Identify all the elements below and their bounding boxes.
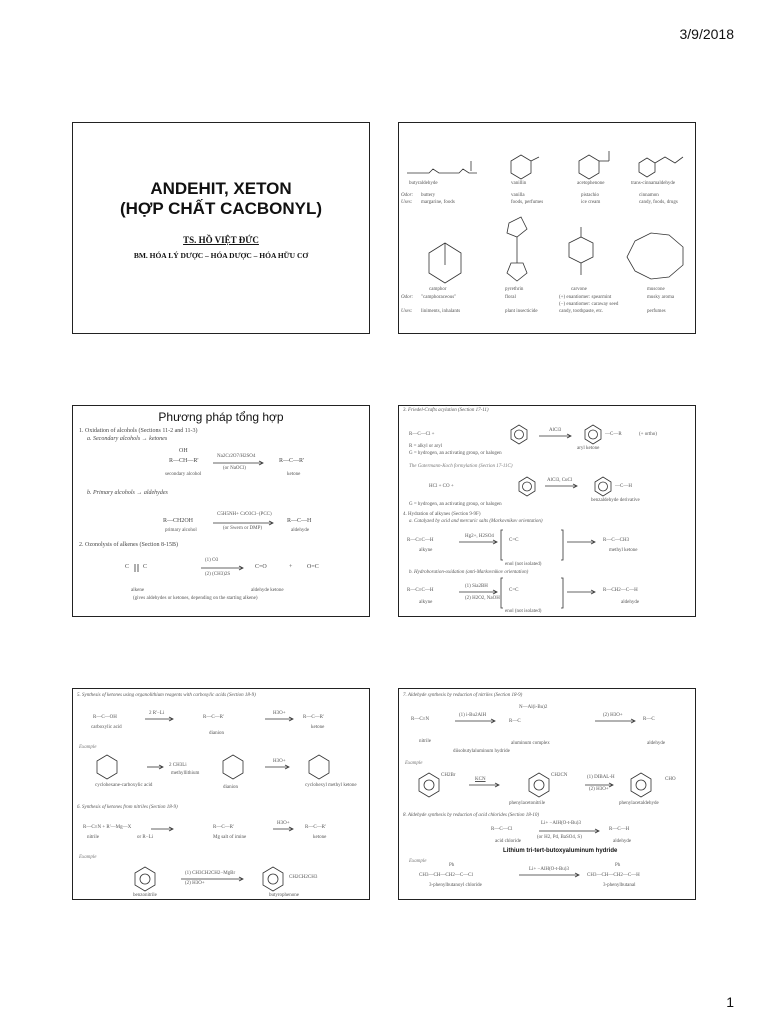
item1b: b. Primary alcohols → aldehydes <box>87 490 168 496</box>
item8: 8. Aldehyde synthesis by reduction of acid chlorides (Section 18-10) <box>403 813 540 818</box>
dianion-structure: R—C—R' <box>203 715 224 720</box>
compound-cinnamaldehyde: trans-cinnamaldehyde <box>631 181 676 186</box>
reagent8: Li+ −AlH(O-t-Bu)3 <box>541 821 581 826</box>
butyraldehyde-structure <box>407 161 477 173</box>
slide-synthesis-2[interactable] <box>398 405 696 617</box>
odor-cinnamaldehyde: cinnamon <box>639 193 659 198</box>
author: TS. HỒ VIỆT ĐỨC <box>183 235 259 245</box>
label-nitrile: nitrile <box>419 739 431 744</box>
reagent5b-name: methyllithium <box>171 771 200 776</box>
ortho-note: (+ ortho) <box>639 432 657 437</box>
odor-label: Odor: <box>401 193 414 198</box>
odor-muscone: musky aroma <box>647 295 675 300</box>
reagent3b: AlCl3, CuCl <box>547 478 573 483</box>
item5: 5. Synthesis of ketones using organolithium reagents with carboxylic acids (Section 18-9) <box>77 693 256 698</box>
uses-pyrethrin: plant insecticide <box>505 309 538 314</box>
label-alkyne: alkyne <box>419 548 433 553</box>
odor-butyraldehyde: buttery <box>421 193 436 198</box>
pyrethrin-structure <box>507 217 527 281</box>
h3o-1: H3O+ <box>273 711 286 716</box>
muscone-structure <box>627 233 683 279</box>
sec-alcohol-structure: R—CH—R' <box>169 458 199 464</box>
mgsalt-structure: R—C—R' <box>213 825 234 830</box>
cho: CHO <box>665 777 676 782</box>
label-methylketone: methyl ketone <box>609 548 638 553</box>
label-ketone: ketone <box>311 725 325 730</box>
nitrile-structure: R—C≡N <box>411 717 430 722</box>
reagent7b: (2) H3O+ <box>603 713 623 718</box>
vanillin-structure <box>511 155 539 179</box>
product-structure: CH3—CH—CH2—C—H <box>587 873 640 878</box>
nitrile-structure: R—C≡N + R'—Mg—X <box>83 825 132 830</box>
note2: (gives aldehydes or ketones, depending on the starting alkene) <box>133 596 258 601</box>
acetophenone-structure <box>579 151 609 179</box>
note3a: R = alkyl or aryl <box>409 444 443 449</box>
synthesis3-svg <box>73 689 370 900</box>
slide-natural-carbonyls[interactable] <box>398 122 696 334</box>
title-line1: ANDEHIT, XETON <box>150 179 292 198</box>
plus-sign: + <box>289 564 293 570</box>
al-complex-structure: N—Al(i-Bu)2 <box>519 705 548 710</box>
reagent5: 2 R'−Li <box>149 711 165 716</box>
alkyne-structure-2: R—C≡C—H <box>407 588 434 593</box>
ph-1: Ph <box>449 863 455 868</box>
item4: 4. Hydration of alkynes (Section 9-9F) <box>403 512 481 517</box>
acidchloride-structure: R—C—Cl <box>491 827 513 832</box>
reagent6b: (2) H3O+ <box>185 881 205 886</box>
enol-structure: C=C <box>509 538 519 543</box>
odor-pyrethrin: floral <box>505 295 516 300</box>
reagent3: AlCl3 <box>549 428 562 433</box>
label-arylketone: aryl ketone <box>577 446 600 451</box>
uses-camphor: liniments, inhalants <box>421 309 461 314</box>
label-benzonitrile: benzonitrile <box>133 893 157 898</box>
aldehyde2-structure: R—C—H <box>609 827 630 832</box>
label-aluminum: aluminum complex <box>511 741 550 746</box>
reagent1b-alt: (or Swern or DMP) <box>223 526 263 531</box>
reagent2-2: (2) (CH3)2S <box>205 572 231 577</box>
camphor-structure <box>429 243 461 283</box>
label-phenylacetaldehyde: phenylacetaldehyde <box>619 801 659 806</box>
label-dibal: diisobutylaluminum hydride <box>453 749 510 754</box>
odor-acetophenone: pistachio <box>581 193 600 198</box>
reagent4a: Hg2+, H2SO4 <box>465 534 494 539</box>
slide-title[interactable] <box>72 122 370 334</box>
uses-acetophenone: ice cream <box>581 200 601 205</box>
compound-muscone: muscone <box>647 287 665 292</box>
label-enol: enol (not isolated) <box>505 562 542 567</box>
gattermann: The Gatermann-Koch formylation (Section 17-11C) <box>409 464 513 469</box>
label-phenylbutanal: 3-phenylbutanal <box>603 883 636 888</box>
reagent1a: Na2Cr2O7/H2SO4 <box>217 454 256 459</box>
ch2cn: CH2CN <box>551 773 568 778</box>
reagent6: (1) CH3CH2CH2−MgBr <box>185 871 236 876</box>
alkyne-structure: R—C≡C—H <box>407 538 434 543</box>
label-dianion: dianion <box>209 731 224 736</box>
al-complex-structure-2: R—C <box>509 719 521 724</box>
title-line2: (HỢP CHẤT CACBONYL) <box>119 199 323 218</box>
uses-cinnamaldehyde: candy, foods, drugs <box>639 200 678 205</box>
label-butyrophenone: butyrophenone <box>269 893 299 898</box>
odor-carvone-extra: (−) enantiomer: caraway seed <box>559 302 619 307</box>
example-2: Example <box>79 855 97 860</box>
odor-vanillin: vanilla <box>511 193 525 198</box>
label-ketone2: ketone <box>313 835 327 840</box>
compound-carvone: carvone <box>571 287 587 292</box>
enol-structure-2: C=C <box>509 588 519 593</box>
label-cyclohexyl: cyclohexyl methyl ketone <box>305 783 357 788</box>
label-alkyne-2: alkyne <box>419 600 433 605</box>
label-ketone: ketone <box>287 472 301 477</box>
example-1: Example <box>405 761 423 766</box>
reagent5b: 2 CH3Li <box>169 763 187 768</box>
aldehyde-structure: R—CH2—C—H <box>603 588 638 593</box>
compound-camphor: camphor <box>429 287 447 292</box>
hcl-co: HCl + CO + <box>429 484 454 489</box>
label-aldehyde2: aldehyde <box>613 839 632 844</box>
acyl-chloride-structure: R—C—Cl + <box>409 432 435 437</box>
reagent4b-1: (1) Sia2BH <box>465 584 488 589</box>
label-aldehyde-ketone: aldehyde ketone <box>251 588 284 593</box>
highlight: Lithium tri-tert-butoxyaluminum hydride <box>503 848 618 854</box>
slide-synthesis-4[interactable] <box>398 688 696 900</box>
label-acid: carboxylic acid <box>91 725 122 730</box>
odor-label-2: Odor: <box>401 295 414 300</box>
ketone-structure: R—C—R' <box>303 715 324 720</box>
label-phenylacetonitrile: phenylacetonitrile <box>509 801 546 806</box>
note3b: G = hydrogen, an activating group, or halogen <box>409 451 502 456</box>
reagent7c: KCN <box>475 777 486 782</box>
reagent8-2: Li+ −AlH(O-t-Bu)3 <box>529 867 569 872</box>
prim-alcohol-structure: R—CH2OH <box>163 518 194 524</box>
aldehyde-structure: R—C—H <box>287 518 312 524</box>
slide3-title: Phương pháp tổng hợp <box>158 410 284 424</box>
uses-muscone: perfumes <box>647 309 666 314</box>
uses-label: Uses: <box>401 200 413 205</box>
structures-svg <box>399 123 696 334</box>
ketone2-structure: R—C—R' <box>305 825 326 830</box>
label-or: or R−Li <box>137 835 154 840</box>
label-alkene: alkene <box>131 588 145 593</box>
acid-structure: R—C—OH <box>93 715 117 720</box>
label-aldehyde: aldehyde <box>647 741 666 746</box>
reagent1b: C5H5NH+ CrO3Cl−(PCC) <box>217 512 272 517</box>
aldehyde-structure: R—C <box>643 717 655 722</box>
label-enol2: enol (not isolated) <box>505 609 542 614</box>
item6: 6. Synthesis of ketones from nitriles (Section 18-9) <box>77 805 178 810</box>
example-2: Example <box>409 859 427 864</box>
uses-carvone: candy, toothpaste, etc. <box>559 309 604 314</box>
uses-label-2: Uses: <box>401 309 413 314</box>
ph-2: Ph <box>615 863 621 868</box>
slide-synthesis-1[interactable] <box>72 405 370 617</box>
alkene-structure-2: C <box>143 564 148 570</box>
h3o-3: H3O+ <box>277 821 290 826</box>
label-acidchloride: acid chloride <box>495 839 521 844</box>
odor-carvone: (+) enantiomer: spearmint <box>559 295 612 300</box>
reagent8-alt: (or H2, Pd, BaSO4, S) <box>537 835 582 840</box>
label-aldehyde: aldehyde <box>291 528 310 533</box>
item1a: a. Secondary alcohols → ketones <box>87 436 168 442</box>
reagent7: (1) i-Bu2AlH <box>459 713 487 718</box>
item4a: a. Catalyzed by acid and mercuric salts (Markovnikov orientation) <box>409 519 543 524</box>
reagent7d: (1) DIBAL-H <box>587 775 615 780</box>
cinnamaldehyde-structure <box>639 157 683 177</box>
reagent1a-alt: (or NaOCl) <box>223 466 246 471</box>
item2: 2. Ozonolysis of alkenes (Section 8-15B) <box>79 542 178 548</box>
h3o-2: H3O+ <box>273 759 286 764</box>
aryl-ketone-structure: —C—R <box>605 432 622 437</box>
label-benzaldehyde: benzaldehyde derivative <box>591 498 640 503</box>
compound-pyrethrin: pyrethrin <box>505 287 524 292</box>
ch2br: CH2Br <box>441 773 456 778</box>
department: BM. HÓA LÝ DƯỢC – HÓA DƯỢC – HÓA HỮU CƠ <box>133 251 309 260</box>
label-aldehyde: aldehyde <box>621 600 640 605</box>
label-mgsalt: Mg salt of imine <box>213 835 247 840</box>
ketone-structure: R—C—R' <box>279 458 305 464</box>
label-nitrile: nitrile <box>87 835 99 840</box>
methylketone-structure: R—C—CH3 <box>603 538 630 543</box>
reagent7e: (2) H3O+ <box>589 787 609 792</box>
label-cyclohexane: cyclohexane-carboxylic acid <box>95 783 153 788</box>
compound-butyraldehyde: butyraldehyde <box>409 181 438 186</box>
product-ketone: O=C <box>307 564 319 570</box>
odor-camphor: "camphoraceous" <box>421 295 457 300</box>
butyrophenone-chain: CH2CH2CH3 <box>289 875 318 880</box>
carvone-structure <box>569 227 593 275</box>
label-sec-alcohol: secondary alcohol <box>165 472 202 477</box>
item4b: b. Hydroboration-oxidation (anti-Markovnikov orientation) <box>409 570 529 575</box>
uses-butyraldehyde: margarine, foods <box>421 200 455 205</box>
compound-vanillin: vanillin <box>511 181 527 186</box>
uses-vanillin: foods, perfumes <box>511 200 544 205</box>
product-aldehyde: C=O <box>255 564 267 570</box>
date-label: 3/9/2018 <box>679 26 734 42</box>
page-number: 1 <box>726 994 734 1010</box>
reagent2-1: (1) O3 <box>205 558 219 563</box>
slide-synthesis-3[interactable] <box>72 688 370 900</box>
reagent4b-2: (2) H2O2, NaOH <box>465 596 500 601</box>
alkene-structure: C <box>125 564 130 570</box>
benzaldehyde-structure: —C—H <box>615 484 632 489</box>
label-prim-alcohol: primary alcohol <box>165 528 197 533</box>
note3c: G = hydrogen, an activating group, or halogen <box>409 502 502 507</box>
example-1: Example <box>79 745 97 750</box>
label-phenylbutanoyl: 3-phenylbutanoyl chloride <box>429 883 482 888</box>
item1: 1. Oxidation of alcohols (Sections 11-2 and 11-3) <box>79 428 198 434</box>
reactant-structure: CH3—CH—CH2—C—Cl <box>419 873 473 878</box>
compound-acetophenone: acetophenone <box>577 181 605 186</box>
label-dianion2: dianion <box>223 785 238 790</box>
oh-label: OH <box>179 448 188 454</box>
item3: 3. Friedel-Crafts acylation (Section 17-11) <box>403 408 489 413</box>
item7: 7. Aldehyde synthesis by reduction of nitriles (Section 18-9) <box>403 693 523 698</box>
